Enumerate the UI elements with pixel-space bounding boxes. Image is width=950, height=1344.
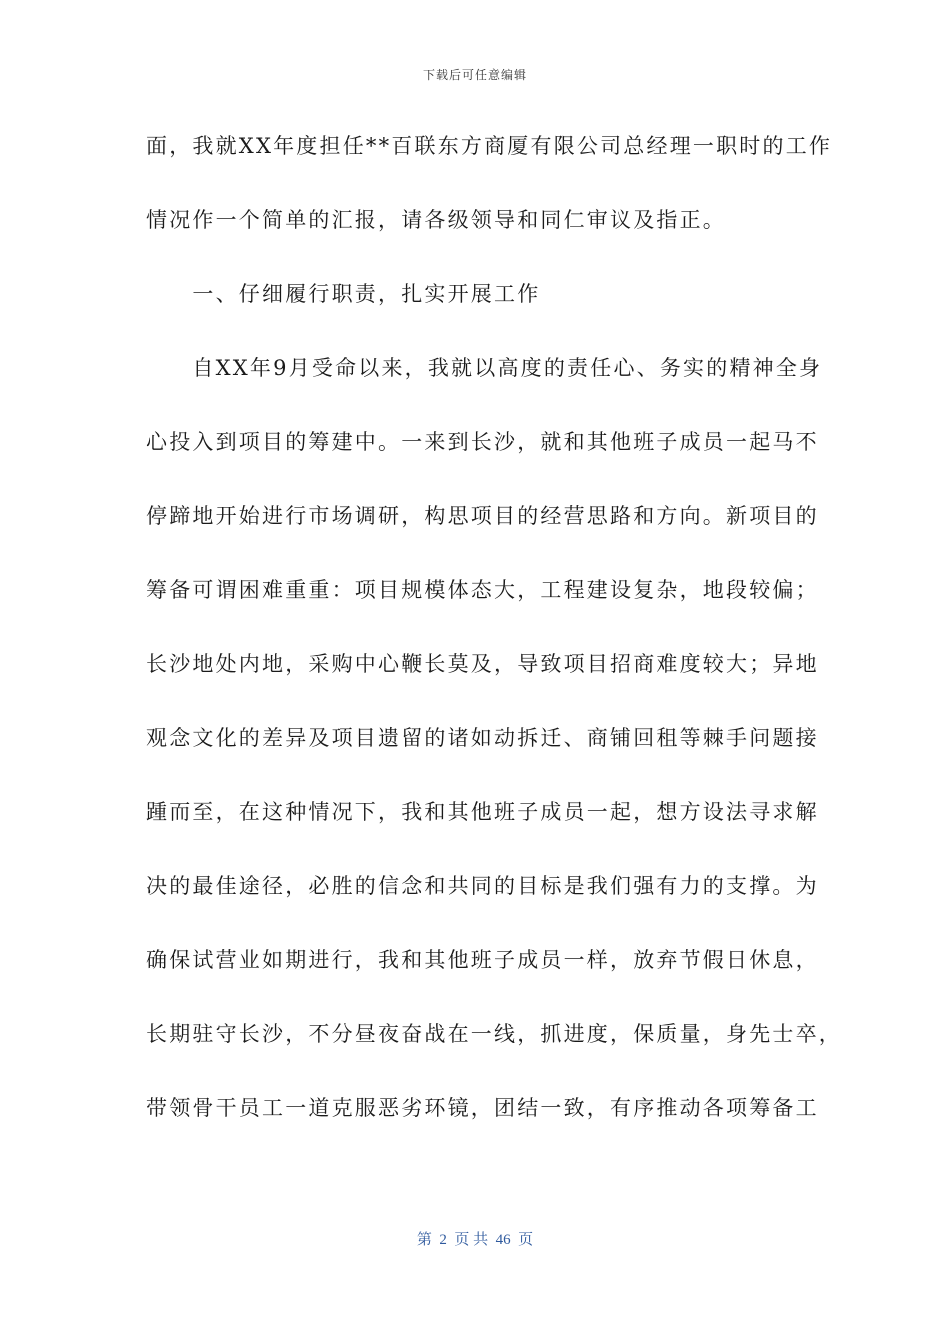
body-line: 确保试营业如期进行，我和其他班子成员一样，放弃节假日休息， bbox=[146, 948, 819, 972]
body-line: 筹备可谓困难重重：项目规模体态大，工程建设复杂，地段较偏； bbox=[146, 578, 819, 602]
body-line: 情况作一个简单的汇报，请各级领导和同仁审议及指正。 bbox=[146, 208, 726, 232]
body-line: 面，我就XX年度担任**百联东方商厦有限公司总经理一职时的工作 bbox=[146, 134, 833, 158]
page-header: 下载后可任意编辑 bbox=[422, 68, 527, 82]
body-line: 自XX年9月受命以来，我就以高度的责任心、务实的精神全身 bbox=[146, 356, 823, 380]
document-body bbox=[146, 118, 842, 1154]
body-line: 长期驻守长沙，不分昼夜奋战在一线，抓进度，保质量，身先士卒， bbox=[146, 1022, 842, 1046]
body-line: 决的最佳途径，必胜的信念和共同的目标是我们强有力的支撑。为 bbox=[146, 874, 819, 898]
section-heading: 一、仔细履行职责，扎实开展工作 bbox=[146, 282, 541, 306]
body-line: 带领骨干员工一道克服恶劣环镜，团结一致，有序推动各项筹备工 bbox=[146, 1096, 819, 1120]
body-line: 观念文化的差异及项目遗留的诸如动拆迁、商铺回租等棘手问题接 bbox=[146, 726, 819, 750]
body-line: 心投入到项目的筹建中。一来到长沙，就和其他班子成员一起马不 bbox=[146, 430, 819, 454]
body-line: 停蹄地开始进行市场调研，构思项目的经营思路和方向。新项目的 bbox=[146, 504, 819, 528]
body-line: 长沙地处内地，采购中心鞭长莫及，导致项目招商难度较大；异地 bbox=[146, 652, 819, 676]
page-number-footer: 第 2 页 共 46 页 bbox=[416, 1232, 534, 1248]
body-line: 踵而至，在这种情况下，我和其他班子成员一起，想方设法寻求解 bbox=[146, 800, 819, 824]
